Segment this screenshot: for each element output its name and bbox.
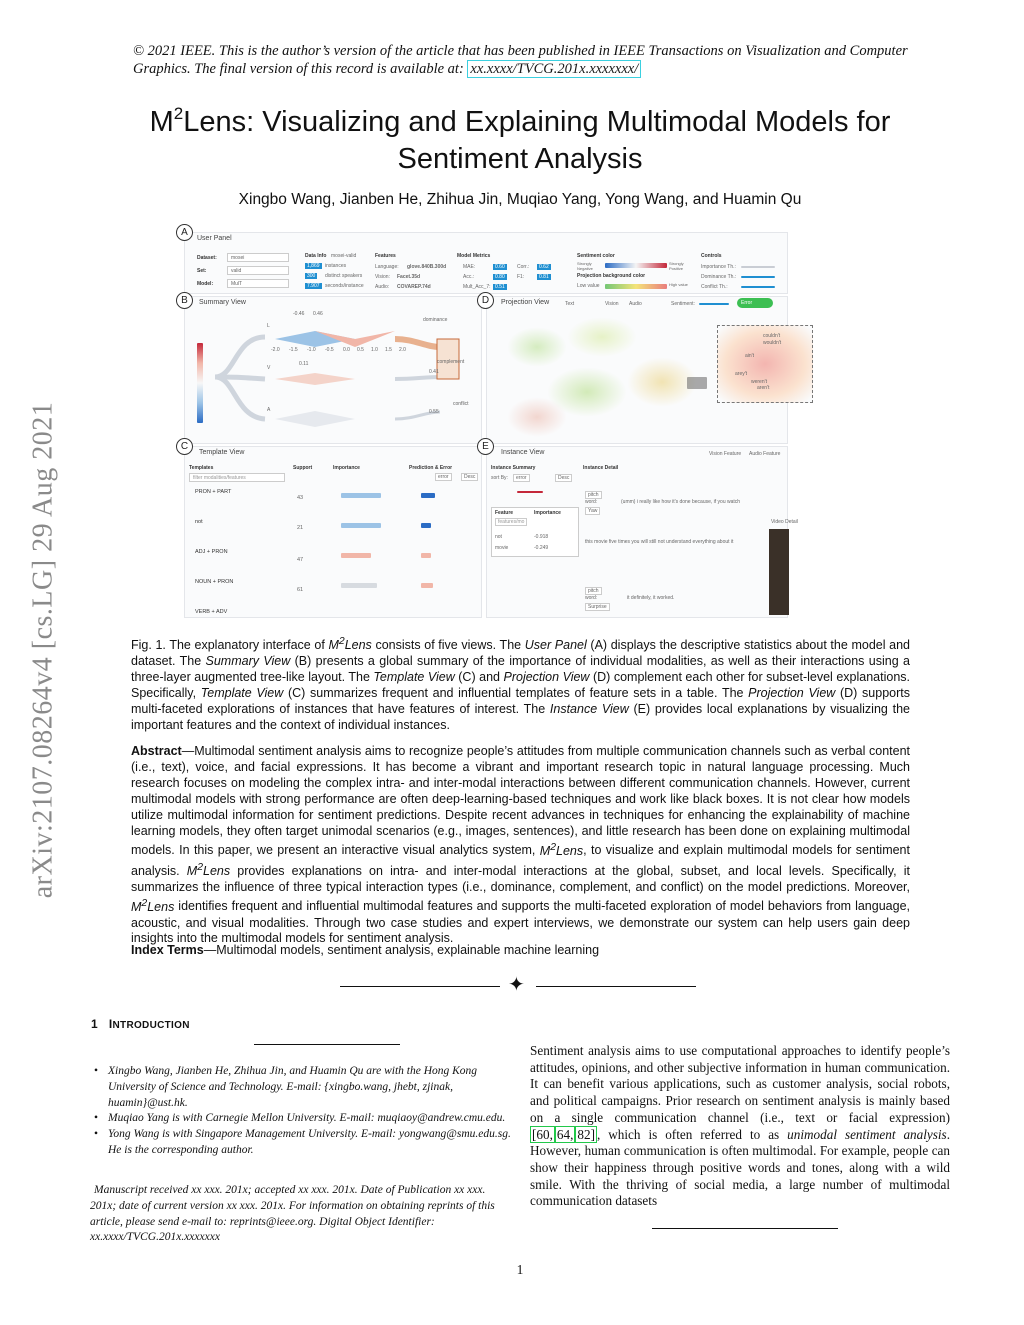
- title-sup: 2: [173, 104, 184, 123]
- citation-link[interactable]: [60,: [532, 1126, 553, 1142]
- multi-acc-label: Mult_Acc_7:: [463, 284, 491, 290]
- arxiv-id: arXiv:2107.08264v4 [cs.LG] 29 Aug 2021: [27, 401, 59, 899]
- data-info-title: Data Info: [305, 253, 327, 259]
- word-label: word:: [585, 499, 598, 505]
- sentiment-legend-bar: [197, 343, 203, 423]
- set-label: Set:: [197, 268, 207, 274]
- video-frame[interactable]: [769, 529, 789, 615]
- caption-instance-view: Instance View: [549, 702, 629, 717]
- teaser-figure: [176, 224, 796, 624]
- caption-projection-view: Projection View: [748, 686, 836, 701]
- dominance-threshold-slider[interactable]: [741, 276, 775, 278]
- caption-m: M: [328, 638, 339, 653]
- model-label: Model:: [197, 281, 214, 287]
- acc-value: 0.80: [495, 274, 505, 280]
- word-areyt: arey't: [735, 371, 748, 377]
- feature-row-name: movie: [495, 545, 509, 551]
- conflict-value: 0.55: [429, 409, 439, 415]
- col-prediction: Prediction & Error: [409, 465, 453, 471]
- word-aint: ain't: [745, 353, 755, 359]
- surprise-select[interactable]: Surprise: [585, 603, 610, 611]
- vision-value-label: 0.11: [299, 361, 309, 367]
- language-label: Language:: [375, 264, 399, 270]
- set-select[interactable]: valid: [227, 266, 289, 275]
- feature-row-value: -0.918: [534, 534, 549, 540]
- abstract-sup: 2: [550, 841, 557, 853]
- sentiment-color-title: Sentiment color: [577, 253, 615, 259]
- template-row-support: 47: [297, 557, 304, 563]
- section-title-rest: NTRODUCTION: [112, 1020, 190, 1031]
- introduction-text: [530, 1043, 950, 1210]
- error-toggle[interactable]: Error: [737, 298, 773, 308]
- modality-a-label: A: [267, 407, 271, 413]
- section-separator: [340, 976, 700, 996]
- section-first-letter: I: [108, 1017, 113, 1031]
- sentence-2: this movie five times you will still not understand everything about it: [585, 539, 734, 545]
- col-importance: Importance: [333, 465, 360, 471]
- prediction-bar: [421, 553, 431, 558]
- vision-value: Facet.35d: [397, 274, 421, 280]
- metrics-title: Model Metrics: [457, 253, 491, 259]
- modality-v-label: V: [267, 365, 271, 371]
- abstract-text: , to visualize and explain multimodal models for sentiment analysis.: [131, 843, 910, 878]
- prediction-bar: [421, 583, 433, 588]
- paper-title: [120, 95, 920, 178]
- template-view: [184, 446, 482, 618]
- prediction-bar: [421, 523, 431, 528]
- importance-threshold-label: Importance Th.:: [701, 264, 736, 270]
- strong-positive-label: Strongly Positive: [669, 261, 684, 271]
- f1-value: 0.81: [539, 274, 549, 280]
- label-e: E: [477, 438, 494, 455]
- yaw-select[interactable]: Yaw: [585, 507, 600, 515]
- page-number: 1: [516, 1262, 524, 1277]
- caption-label: Fig. 1.: [131, 638, 166, 653]
- section-number: 1: [91, 1017, 98, 1031]
- caption-text: (B) presents a global summary of the importance of individual modalities, as well as their interactions using a three-layer augmented tree-like layout. The: [131, 654, 910, 685]
- features-title: Features: [375, 253, 396, 259]
- tick-neg-1: -1.0: [307, 347, 316, 353]
- caption-summary-view: Summary View: [205, 654, 291, 669]
- title-rest: Lens: Visualizing and Explaining Multimodal Models for Sentiment Analysis: [183, 106, 891, 175]
- controls-title: Controls: [701, 253, 722, 259]
- abstract-sup: 2: [197, 861, 204, 873]
- vision-feature-checkbox[interactable]: Vision Feature: [709, 451, 742, 457]
- seconds-label: seconds/instance: [325, 283, 364, 289]
- affiliation-item: • Xingbo Wang, Jianben He, Zhihua Jin, and Huamin Qu are with the Hong Kong University of Science and Technology. E-mail: {xingbo.wang, jhebt, zjinak, huamin}@ust.hk.: [92, 1064, 512, 1111]
- caption-text: The explanatory interface of: [165, 638, 329, 653]
- feature-filter-input[interactable]: features/mo: [495, 518, 527, 526]
- audio-value: COVAREP.74d: [397, 284, 431, 290]
- language-value: glove.840B.300d: [407, 264, 447, 270]
- density-a: [275, 411, 355, 427]
- dominance-label: dominance: [423, 317, 448, 323]
- sentence-1: (umm) i really like how it's done because, if you watch: [621, 499, 741, 505]
- abstract-m: M: [131, 899, 142, 914]
- author-list: Xingbo Wang, Jianben He, Zhihua Jin, Muqiao Yang, Yong Wang, and Huamin Qu: [238, 191, 802, 208]
- vision-label: Vision:: [375, 274, 390, 280]
- conflict-threshold-slider[interactable]: [741, 286, 775, 288]
- high-value-label: High value: [669, 282, 688, 287]
- instance-view: [486, 446, 798, 618]
- importance-bar: [341, 583, 377, 588]
- template-row-support: 61: [297, 587, 304, 593]
- caption-text: (D) supports multi-faceted explorations of instances that have features of interest. The: [131, 686, 910, 717]
- instance-detail-title: Instance Detail: [583, 465, 619, 471]
- seconds-badge: 7.907: [307, 283, 320, 289]
- importance-threshold-slider[interactable]: [741, 266, 775, 268]
- f1-label: F1:: [517, 274, 525, 280]
- abstract-lens: Lens: [556, 843, 584, 858]
- projection-view-title: Projection View: [501, 299, 550, 306]
- complement-value: 0.41: [429, 369, 439, 375]
- dominance-threshold-label: Dominance Th.:: [701, 274, 737, 280]
- caption-text: (C) and: [454, 670, 504, 685]
- word-couldnt: couldn't: [763, 333, 781, 339]
- separator-line-left: [340, 986, 500, 987]
- corr-value: 0.62: [539, 264, 549, 270]
- word-werent: weren't: [751, 379, 767, 385]
- model-select[interactable]: MulT: [227, 279, 289, 288]
- speakers-badge: 300: [307, 273, 316, 279]
- doi-link[interactable]: xx.xxxx/TVCG.201x.xxxxxxx/: [467, 60, 641, 78]
- caption-projection-view: Projection View: [503, 670, 590, 685]
- sentiment-slider-label: Sentiment:: [671, 301, 695, 307]
- index-terms: [131, 943, 910, 957]
- speakers-label: distinct speakers: [325, 273, 363, 279]
- sentiment-color-scale: [605, 263, 667, 268]
- importance-col-header: Importance: [534, 510, 561, 516]
- modality-l-label: L: [267, 323, 270, 329]
- col-support: Support: [293, 465, 313, 471]
- acc-label: Acc.:: [463, 274, 475, 280]
- intro-footnote-rule: [652, 1228, 838, 1229]
- tick-1: 1.0: [371, 347, 378, 353]
- user-panel: [184, 232, 788, 294]
- template-view-title: Template View: [199, 449, 245, 456]
- intro-text: Sentiment analysis aims to use computational approaches to identify people’s attitudes, opinions, and other subjective information in human communication. It can benefit various applications, such as customer analysis, social robots, and political campaigns. Prior research on sentiment analysis is mainly based on a single communication channel (i.e., text or facial expression): [530, 1043, 950, 1125]
- caption-sup: 2: [338, 636, 345, 647]
- projection-color-title: Projection background color: [577, 273, 646, 279]
- instance-error-bar: [517, 491, 543, 493]
- copyright-text: © 2021 IEEE. This is the author’s version of the article that has been published in IEEE Transactions on Visualization and Computer Graphics. The final version of this record is available at:: [133, 43, 908, 77]
- instance-order-select[interactable]: Desc: [555, 474, 572, 482]
- caption-template-view: Template View: [373, 670, 455, 685]
- template-sort-select[interactable]: error: [435, 473, 452, 481]
- title-prefix: M: [149, 106, 174, 138]
- abstract-m: M: [186, 863, 198, 878]
- sentiment-slider[interactable]: [699, 303, 729, 305]
- importance-bar: [341, 493, 381, 498]
- label-c: C: [176, 438, 193, 455]
- template-row-name[interactable]: NOUN + PRON: [195, 579, 234, 585]
- template-row-support: 43: [297, 495, 304, 501]
- strong-negative-label: Strongly Negative: [577, 261, 593, 271]
- tick-05: 0.5: [357, 347, 364, 353]
- summary-view-title: Summary View: [199, 299, 246, 306]
- mae-value: 0.60: [495, 264, 505, 270]
- pitch-select-2[interactable]: pitch: [585, 587, 602, 595]
- tick-neg-05: -0.5: [325, 347, 334, 353]
- abstract-sup: 2: [141, 897, 148, 909]
- col-templates: Templates: [189, 465, 214, 471]
- affiliation-item: • Yong Wang is with Singapore Management University. E-mail: yongwang@smu.edu.sg. He is the corresponding author.: [92, 1127, 512, 1159]
- copyright-notice: [133, 42, 923, 78]
- tick-2: 2.0: [399, 347, 406, 353]
- projection-blob-2: [567, 317, 637, 357]
- intro-italic: unimodal sentiment analysis: [787, 1126, 947, 1142]
- complement-label: complement: [437, 359, 465, 365]
- word-wouldnt: wouldn't: [763, 340, 782, 346]
- template-row-name[interactable]: ADJ + PRON: [195, 549, 228, 555]
- tick-neg-2: -2.0: [271, 347, 280, 353]
- citation-link[interactable]: 64,: [556, 1126, 574, 1142]
- caption-text: (D) complement each other for subset-level explanations. Specifically,: [131, 670, 910, 701]
- separator-line-right: [536, 986, 696, 987]
- user-panel-title: User Panel: [197, 235, 232, 242]
- conflict-threshold-label: Conflict Th.:: [701, 284, 728, 290]
- audio-label: Audio:: [375, 284, 390, 290]
- intro-text: , which is often referred to as: [596, 1126, 788, 1142]
- template-row-name[interactable]: not: [195, 519, 203, 525]
- affiliations-list: [92, 1064, 512, 1159]
- affiliation-item: • Muqiao Yang is with Carnegie Mellon University. E-mail: muqiaoy@andrew.cmu.edu.: [92, 1111, 512, 1127]
- tree-link-l: [215, 337, 265, 377]
- abstract-lens: Lens: [203, 863, 231, 878]
- video-detail-label: Video Detail: [771, 519, 798, 525]
- vision-radio-label[interactable]: Vision: [605, 301, 619, 307]
- word-arent: aren't: [757, 385, 770, 391]
- template-row-name[interactable]: VERB + ADV: [195, 609, 228, 615]
- projection-color-scale: [605, 284, 667, 289]
- caption-text: consists of five views. The: [371, 638, 525, 653]
- instance-summary-title: Instance Summary: [491, 465, 536, 471]
- tick-0: 0.0: [343, 347, 350, 353]
- instances-badge: 1,869: [307, 263, 320, 269]
- caption-template-view: Template View: [200, 686, 284, 701]
- template-row-support: 21: [297, 525, 304, 531]
- conflict-label: conflict: [453, 401, 469, 407]
- projection-blob-1: [507, 327, 567, 367]
- complement-link: [395, 377, 440, 379]
- projection-view: [486, 296, 788, 444]
- dominance-link: [395, 339, 440, 347]
- template-row-name[interactable]: PRON + PART: [195, 489, 232, 495]
- dataset-label: Dataset:: [197, 255, 217, 261]
- feature-table: [491, 507, 579, 557]
- arxiv-stamp: [18, 350, 68, 950]
- caption-text: (A) displays the descriptive statistics about the model and dataset. The: [131, 638, 911, 669]
- figure-caption: [131, 634, 910, 733]
- intro-text: . However, human communication is often multimodal. For example, people can show their happiness through positive words and tones, along with a wild smile. With the thriving of social media, a large number of multimodal communication datasets: [530, 1126, 950, 1209]
- prediction-bar: [421, 493, 435, 498]
- abstract-m: M: [539, 843, 551, 858]
- instance-sort-select[interactable]: error: [513, 474, 530, 482]
- instance-sort-label: sort By:: [491, 475, 508, 481]
- summary-tree-svg: [205, 317, 485, 442]
- importance-bar: [341, 523, 381, 528]
- tick-neg-15: -1.5: [289, 347, 298, 353]
- feature-col-header: Feature: [495, 510, 514, 516]
- label-a: A: [176, 224, 193, 241]
- citation-link[interactable]: 82]: [577, 1126, 595, 1142]
- importance-bar: [341, 553, 371, 558]
- summary-view: [184, 296, 482, 444]
- abstract-label: Abstract: [131, 744, 182, 758]
- abstract-text: identifies frequent and influential multimodal features and supports the multi-faceted exploration of model behaviors from language, acoustic, and visual modalities. Through two case studies and expert interviews, we demonstrate our system can help users gain deep insights into the multimodal models for sentiment analysis.: [131, 899, 910, 946]
- template-filter-input[interactable]: filter modalities/features: [189, 473, 285, 482]
- index-terms-text: —Multimodal models, sentiment analysis, explainable machine learning: [203, 943, 600, 957]
- projection-point-cluster[interactable]: [687, 377, 707, 389]
- pitch-select[interactable]: pitch: [585, 491, 602, 499]
- feature-row-value: -0.249: [534, 545, 549, 551]
- abstract-text: —Multimodal sentiment analysis aims to recognize people’s attitudes from multiple communication channels such as verbal content (i.e., text), voice, and facial expressions. It has become a vibrant and important research topic in natural language processing. Much research focuses on modeling the complex intra- and inter-modal interactions between different communication channels. However, current multimodal models with strong performance are often deep-learning-based techniques and work like black boxes. It is not clear how models utilize multimodal information for sentiment predictions. Despite recent advances in techniques for enhancing the explainability of machine learning models, they often target unimodal scenarios (e.g., images, sentences), and little research has been done on explaining multimodal models. In this paper, we present an interactive visual analytics system,: [131, 744, 910, 858]
- sentence-3: it definitely, it worked.: [627, 595, 675, 601]
- template-order-select[interactable]: Desc: [461, 473, 478, 481]
- abstract-text: provides explanations on intra- and inter-modal interactions at the global, subset, and local levels. Specifically, it summarizes the influence of three typical interaction types (i.e., dominance, complement, and conflict) on the model predictions. Moreover,: [131, 863, 910, 894]
- caption-user-panel: User Panel: [524, 638, 587, 653]
- footnote-rule: [254, 1044, 400, 1045]
- instance-view-title: Instance View: [501, 449, 545, 456]
- tick-15: 1.5: [385, 347, 392, 353]
- projection-blob-5: [507, 397, 567, 437]
- low-value-label: Low value: [577, 283, 600, 289]
- word-label-2: word:: [585, 595, 598, 601]
- caption-text: (C) summarizes frequent and influential templates of feature sets in a table. The: [283, 686, 749, 701]
- instances-label: instances: [325, 263, 347, 269]
- label-b: B: [176, 292, 193, 309]
- text-radio-label[interactable]: Text: [565, 301, 575, 307]
- data-info-subtitle: mosei-valid: [331, 253, 357, 259]
- feature-row-name: not: [495, 534, 502, 540]
- multi-acc-value: 0.51: [495, 284, 505, 290]
- mae-label: MAE:: [463, 264, 476, 270]
- abstract-lens: Lens: [147, 899, 175, 914]
- separator-star-icon: ✦: [508, 974, 525, 996]
- dataset-select[interactable]: mosei: [227, 253, 289, 262]
- caption-text: (E) provides local explanations by visualizing the important features and the context of individual instances.: [131, 702, 910, 733]
- audio-feature-checkbox[interactable]: Audio Feature: [749, 451, 781, 457]
- caption-lens: Lens: [344, 638, 372, 653]
- label-d: D: [477, 292, 494, 309]
- abstract: [131, 744, 910, 947]
- manuscript-note: Manuscript received xx xxx. 201x; accepted xx xxx. 201x. Date of Publication xx xxx. 201x; date of current version xx xxx. 201x. For information on obtaining reprints of this article, please send e-mail to: reprints@ieee.org. Digital Object Identifier: xx.xxxx/TVCG.201x.xxxxxxx: [90, 1184, 495, 1244]
- audio-radio-label[interactable]: Audio: [629, 301, 642, 307]
- section-heading: [91, 1017, 190, 1031]
- tree-link-a: [215, 377, 265, 419]
- density-v: [275, 373, 355, 385]
- tick-pos-046: 0.46: [313, 311, 323, 317]
- tick-neg-046: -0.46: [293, 311, 305, 317]
- index-terms-label: Index Terms: [131, 943, 204, 957]
- corr-label: Corr.:: [517, 264, 530, 270]
